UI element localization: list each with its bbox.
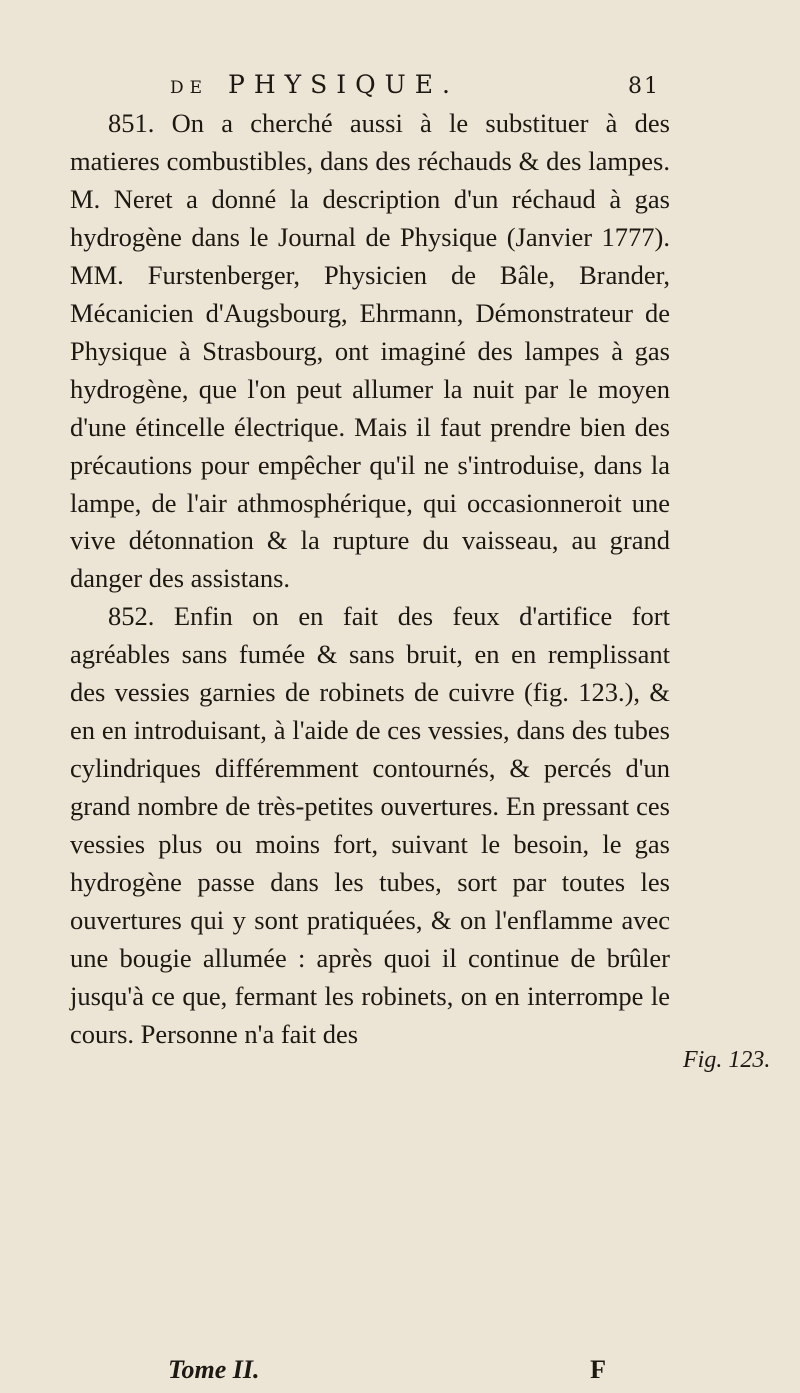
signature-mark: F [590, 1355, 606, 1384]
volume-label: Tome II. [168, 1355, 260, 1384]
paragraph-851: 851. On a cherché aussi à le substituer à des matieres combustibles, dans des réchauds & des lampes. M. Neret a donné la description d'un réchaud à gas hydrogène dans le Journal de Physique (Janvier 1777). MM. Furstenberger, Physicien de Bâle, Brander, Mécanicien d'Augsbourg, Ehrmann, Démonstrateur de Physique à Strasbourg, ont imaginé des lampes à gas hydrogène, que l'on peut allumer la nuit par le moyen d'une étincelle électrique. Mais il faut prendre bien des précautions pour empêcher qu'il ne s'introduise, dans la lampe, de l'air athmosphérique, qui occasionneroit une vive détonnation & la rupture du vaisseau, au grand danger des assistans. [70, 108, 670, 594]
header-title-group [170, 70, 459, 99]
running-header [170, 70, 660, 99]
page-footer [168, 1355, 606, 1385]
body-text [70, 105, 670, 1054]
margin-figure-reference: Fig. 123. [683, 1047, 771, 1073]
paragraph-852: 852. Enfin on en fait des feux d'artifice fort agréables sans fumée & sans bruit, en en remplissant des vessies garnies de robinets de cuivre (fig. 123.), & en en introduisant, à l'aide de ces vessies, dans des tubes cylindriques différemment contournés, & percés d'un grand nombre de très-petites ouvertures. En pressant ces vessies plus ou moins fort, suivant le besoin, le gas hydrogène passe dans les tubes, sort par toutes les ouvertures qui y sont pratiquées, & on l'enflamme avec une bougie allumée : après quoi il continue de brûler jusqu'à ce que, fermant les robinets, on en interrompe le cours. Personne n'a fait des [70, 601, 670, 1049]
header-title: PHYSIQUE. [228, 70, 459, 99]
header-de: DE [170, 78, 209, 98]
page-number: 81 [628, 74, 660, 99]
